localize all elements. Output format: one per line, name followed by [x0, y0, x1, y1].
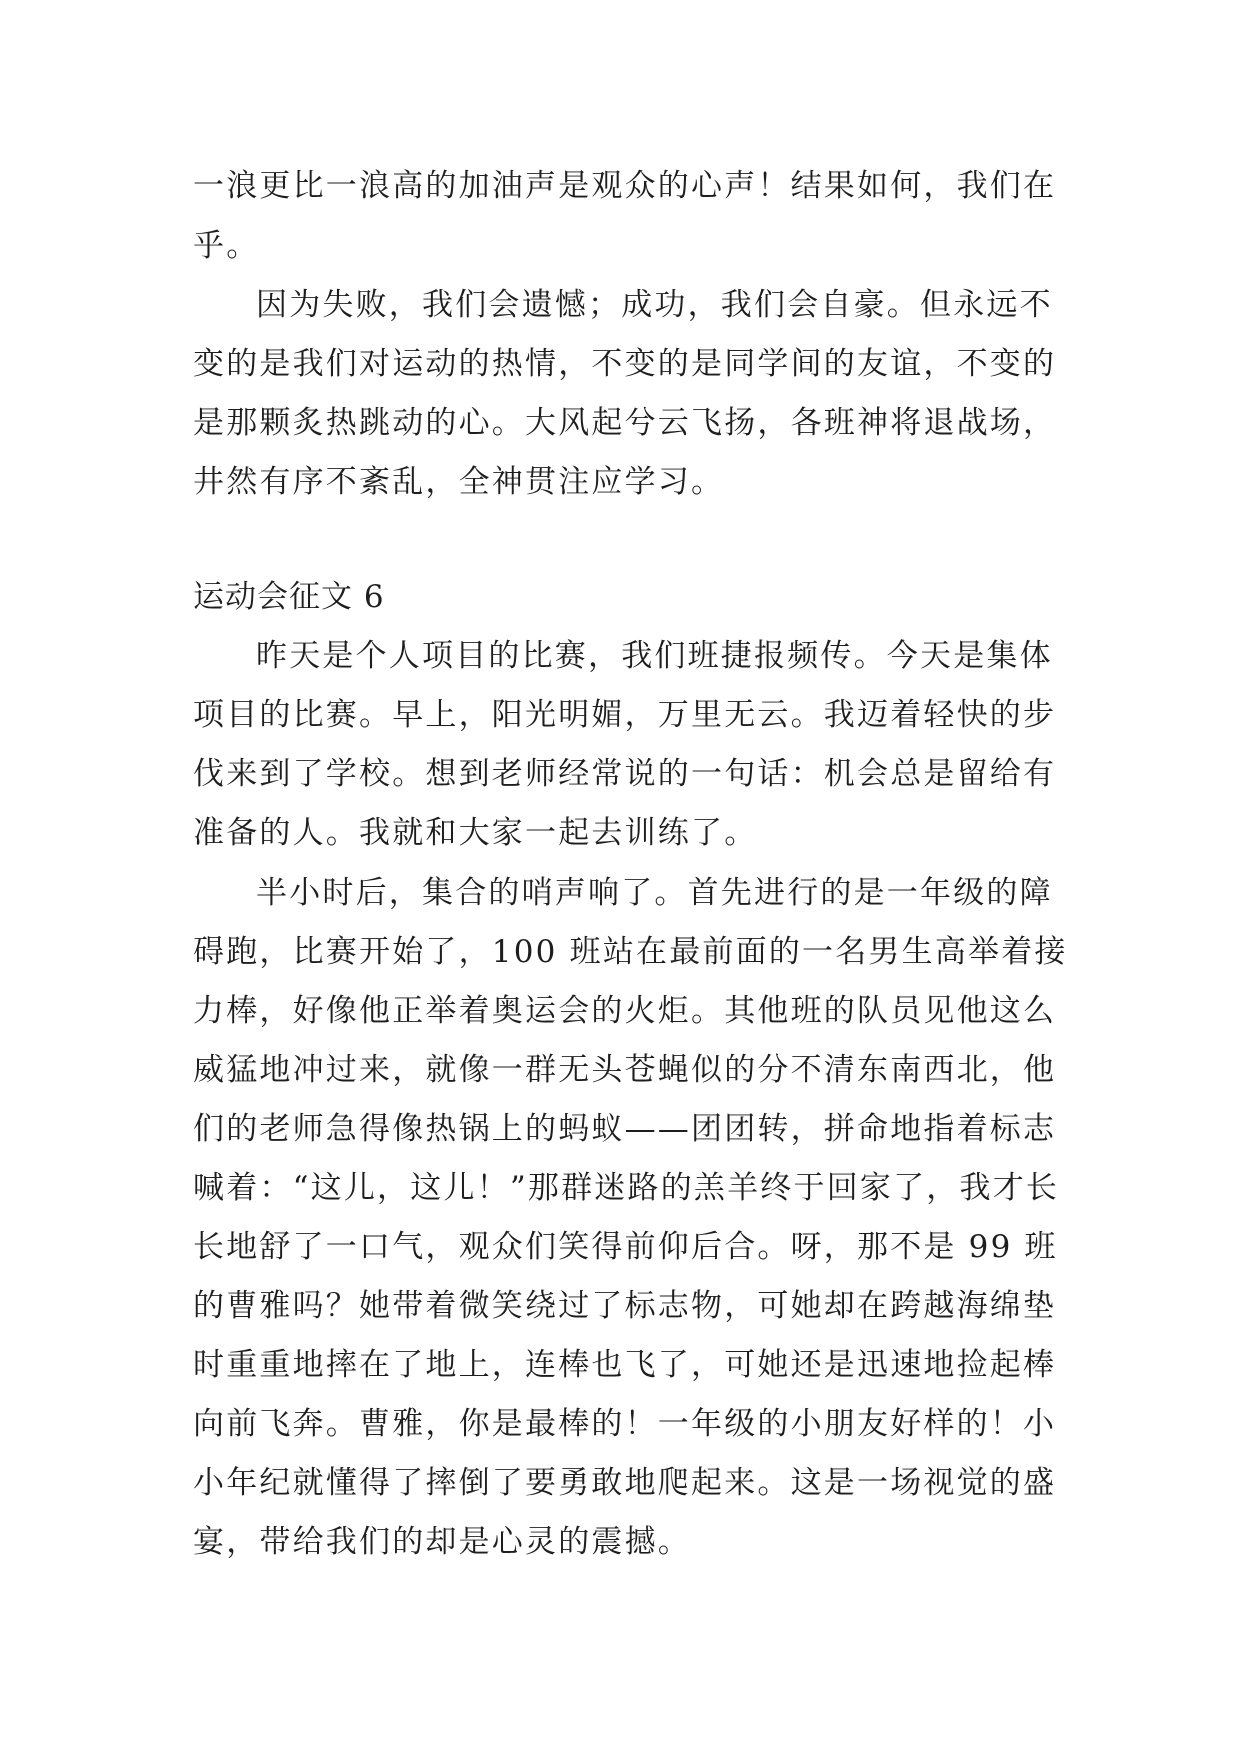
- paragraph-line: 碍跑，比赛开始了，100 班站在最前面的一名男生高举着接: [193, 934, 1068, 970]
- paragraph-line: 准备的人。我就和大家一起去训练了。: [193, 815, 758, 851]
- paragraph-line: 昨天是个人项目的比赛，我们班捷报频传。今天是集体: [256, 638, 1053, 674]
- paragraph-line: 乎。: [193, 228, 260, 264]
- paragraph-line: 时重重地摔在了地上，连棒也飞了，可她还是迅速地捡起棒: [193, 1347, 1057, 1383]
- paragraph-line: 长地舒了一口气，观众们笑得前仰后合。呀，那不是 99 班: [193, 1229, 1058, 1265]
- paragraph-line: 变的是我们对运动的热情，不变的是同学间的友谊，不变的: [193, 346, 1057, 382]
- paragraph-line: 力棒，好像他正举着奥运会的火炬。其他班的队员见他这么: [193, 993, 1057, 1029]
- paragraph-line: 井然有序不紊乱，全神贯注应学习。: [193, 464, 725, 500]
- paragraph-line: 小年纪就懂得了摔倒了要勇敢地爬起来。这是一场视觉的盛: [193, 1465, 1057, 1501]
- section-heading: 运动会征文 6: [193, 579, 385, 615]
- paragraph-line: 们的老师急得像热锅上的蚂蚁——团团转，拼命地指着标志: [193, 1111, 1057, 1147]
- paragraph-line: 一浪更比一浪高的加油声是观众的心声！结果如何，我们在: [193, 168, 1057, 204]
- paragraph-line: 威猛地冲过来，就像一群无头苍蝇似的分不清东南西北，他: [193, 1052, 1057, 1088]
- paragraph-line: 向前飞奔。曹雅，你是最棒的！一年级的小朋友好样的！小: [193, 1406, 1057, 1442]
- paragraph-line: 伐来到了学校。想到老师经常说的一句话：机会总是留给有: [193, 756, 1057, 792]
- paragraph-line: 半小时后，集合的哨声响了。首先进行的是一年级的障: [256, 875, 1053, 911]
- paragraph-line: 因为失败，我们会遗憾；成功，我们会自豪。但永远不: [256, 287, 1053, 323]
- paragraph-line: 是那颗炙热跳动的心。大风起兮云飞扬，各班神将退战场，: [193, 405, 1057, 441]
- paragraph-line: 喊着：“这儿，这儿！”那群迷路的羔羊终于回家了，我才长: [193, 1170, 1060, 1206]
- paragraph-line: 的曹雅吗？她带着微笑绕过了标志物，可她却在跨越海绵垫: [193, 1288, 1057, 1324]
- paragraph-line: 项目的比赛。早上，阳光明媚，万里无云。我迈着轻快的步: [193, 697, 1057, 733]
- paragraph-line: 宴，带给我们的却是心灵的震撼。: [193, 1524, 691, 1560]
